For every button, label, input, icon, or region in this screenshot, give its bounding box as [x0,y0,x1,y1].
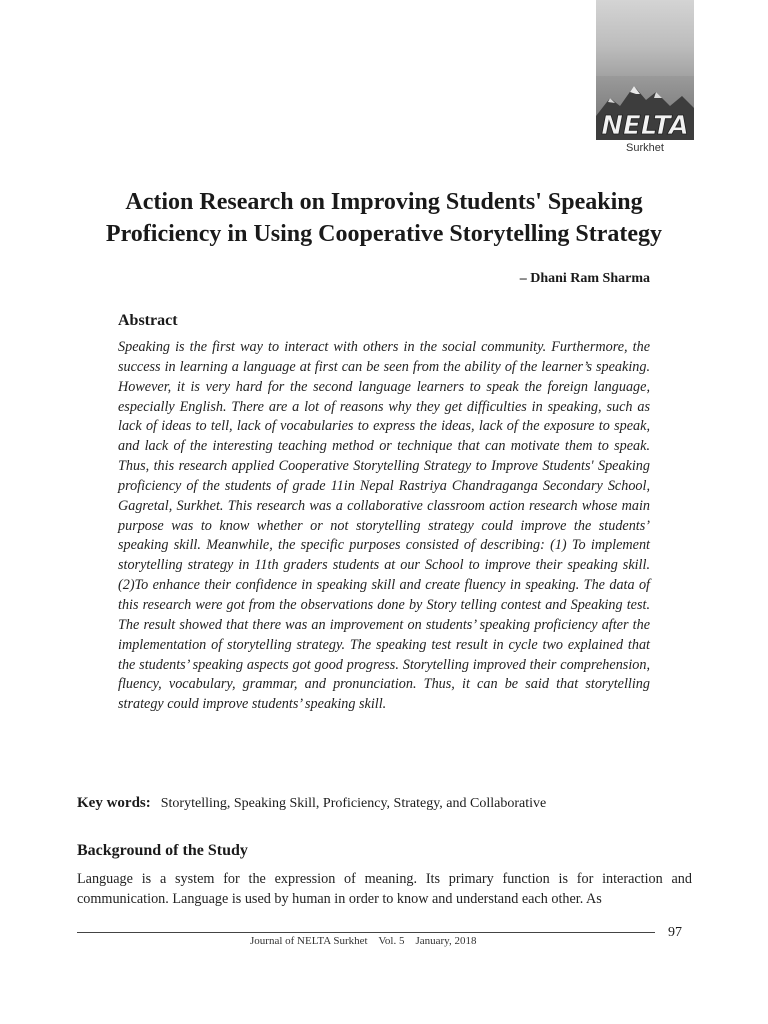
article-title [40,186,728,250]
keywords-list: Storytelling, Speaking Skill, Proficiency, Strategy, and Collaborative [160,796,547,811]
mountain-logo-icon [596,76,694,140]
title-line-1: Action Research on Improving Students' Speaking [125,189,643,215]
title-line-2: Proficiency in Using Cooperative Storytelling Strategy [105,221,663,247]
author-name: – Dhani Ram Sharma [519,271,650,286]
keywords [77,795,707,812]
logo-caption: Surkhet [626,142,664,154]
journal-footer: Journal of NELTA Surkhet Vol. 5 January, 2018 [250,935,477,947]
page-number: 97 [668,925,682,940]
section-heading: Background of the Study [77,842,248,859]
abstract-heading: Abstract [118,312,178,329]
section-body-text: Language is a system for the expression of meaning. Its primary function is for interaction and communication. Language is used by human in order to know and understand each other. As [77,871,692,907]
abstract-text: Speaking is the first way to interact with others in the social community. Furthermore, the success in learning a language at first can be seen from the ability of the learner’s speaking. However, it is very hard for the second language learners to speak the foreign language, especially English. There are a lot of reasons why they get difficulties in speaking, such as lack of ideas to tell, lack of vocabularies to express the ideas, lack of the exposure to speak, and lack of the interesting teaching method or technique that can motivate them to speak. Thus, this research applied Cooperative Storytelling Strategy to Improve Students' Speaking proficiency of the students of grade 11in Nepal Rastriya Chandraganga Secondary School, Gagretal, Surkhet. This research was a collaborative classroom action research whose main purpose was to know whether or not storytelling strategy could improve the students’ speaking skill. Meanwhile, the specific purposes consisted of describing: (1) To implement storytelling strategy in 11th graders students at our School to improve their speaking skill. (2)To enhance their confidence in speaking skill and create fluency in speaking. The data of this research were got from the observations done by Story telling contest and Speaking test. The result showed that there was an improvement on students’ speaking proficiency after the implementation of storytelling strategy. The speaking test result in cycle two explained that the students’ speaking aspects got good progress. Storytelling improved their comprehension, fluency, vocabulary, grammar, and pronunciation. Thus, it can be said that storytelling strategy could improve students’ speaking skill. [118,339,650,713]
header-tab [596,0,694,76]
logo-wordmark: NELTA [601,111,689,140]
keywords-label: Key words: [77,795,151,811]
nelta-logo [596,76,694,140]
footer-divider [77,932,655,933]
